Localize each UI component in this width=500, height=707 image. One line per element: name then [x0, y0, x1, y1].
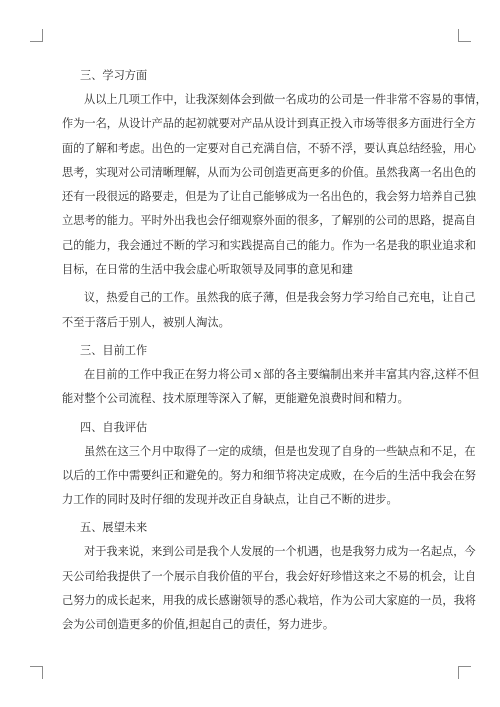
paragraph-study-continued: [62, 286, 476, 335]
text-line: 议，热爱自己的工作。虽然我的底子薄，但是我会努力学习给自己充电，让自己: [84, 291, 476, 305]
text-line: 思考，实现对公司清晰理解，从而为公司创造更高更多的价值。虽然我离一名出色的: [62, 165, 476, 179]
section-heading-current-work: 三、目前工作: [80, 343, 148, 357]
text-line: 面的了解和考虑。出色的一定要对自己充满自信，不骄不浮，要认真总结经验，用心: [62, 141, 476, 155]
paragraph-current-work: [62, 363, 480, 412]
text-line: 从以上几项工作中，让我深刻体会到做一名成功的公司是一件非常不容易的事情，: [84, 93, 487, 106]
text-line: 目标，在日常的生活中我会虚心听取领导及同事的意见和建: [62, 263, 353, 277]
text-line: 能对整个公司流程、技术原理等深入了解，更能避免浪费时间和精力。: [62, 392, 409, 406]
crop-mark-top-right: [458, 29, 471, 42]
text-line: 不至于落后于别人，被别人淘汰。: [62, 315, 230, 329]
text-line: 对于我来说，来到公司是我个人发展的一个机遇，也是我努力成为一名起点，今: [84, 545, 476, 559]
text-line: 在目前的工作中我正在努力将公司ｘ部的各主要编制出来并丰富其内容,这样不但: [84, 367, 480, 381]
section-heading-study: 三、学习方面: [80, 69, 148, 82]
crop-mark-top-left: [30, 29, 43, 42]
text-line: 虽然在这三个月中取得了一定的成绩，但是也发现了自身的一些缺点和不足，在: [84, 444, 476, 458]
text-line: 天公司给我提供了一个展示自我价值的平台，我会好好珍惜这来之不易的机会，让自: [62, 569, 476, 583]
text-line: 以后的工作中需要纠正和避免的。努力和细节将决定成败，在今后的生活中我会在努: [62, 468, 476, 482]
paragraph-self-assessment: [62, 440, 476, 513]
text-line: 还有一段很远的路要走，但是为了让自己能够成为一名出色的，我会努力培养自己独: [62, 190, 476, 204]
text-line: 己努力的成长起来，用我的成长感谢领导的悉心栽培，作为公司大家庭的一员，我将: [62, 594, 476, 608]
text-line: 己的能力，我会通过不断的学习和实践提高自己的能力。作为一名是我的职业追求和: [62, 238, 476, 252]
paragraph-outlook: [62, 540, 476, 637]
section-heading-self-assessment: 四、自我评估: [80, 420, 148, 434]
text-line: 作为一名，从设计产品的起初就要对产品从设计到真正投入市场等很多方面进行全方: [62, 117, 476, 131]
section-heading-outlook: 五、展望未来: [80, 521, 148, 535]
document-body: [62, 64, 487, 642]
crop-mark-bottom-right: [458, 666, 471, 679]
paragraph-study: [62, 88, 487, 282]
text-line: 力工作的同时及时仔细的发现并改正自身缺点，让自己不断的进步。: [62, 493, 398, 507]
text-line: 立思考的能力。平时外出我也会仔细观察外面的很多，了解别的公司的思路，提高自: [62, 214, 476, 228]
crop-mark-bottom-left: [30, 666, 43, 679]
text-line: 会为公司创造更多的价值,担起自己的责任，努力进步。: [62, 618, 335, 632]
